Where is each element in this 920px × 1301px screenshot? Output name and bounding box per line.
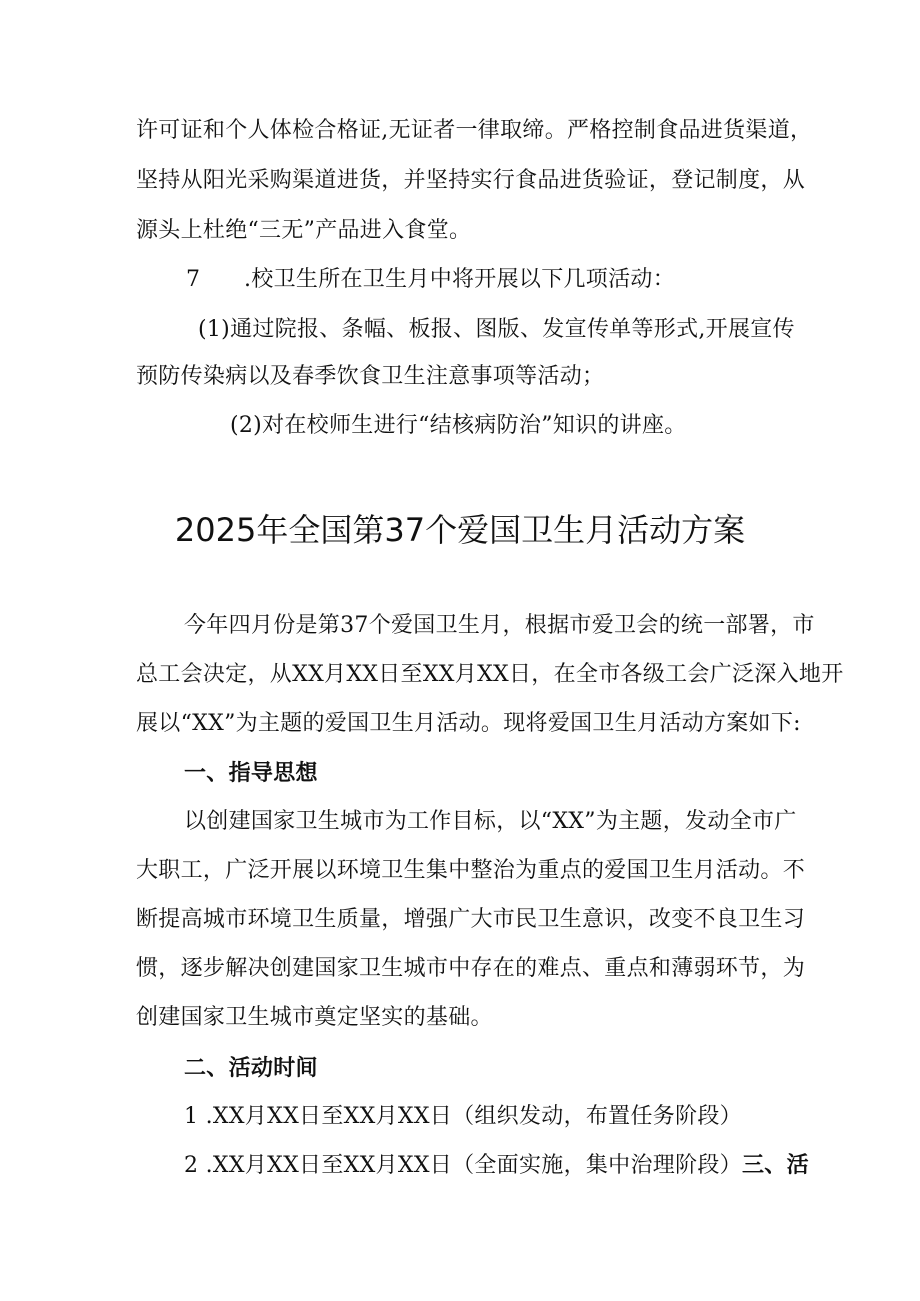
section-heading-activity: 三、活 [741, 1152, 809, 1178]
paragraph-line: 坚持从阳光采购渠道进货，并坚持实行食品进货验证，登记制度，从 [136, 168, 806, 193]
guiding-line: 断提高城市环境卫生质量，增强广大市民卫生意识，改变不良卫生习 [136, 907, 806, 932]
sub-item-2: (2)对在校师生进行“结核病防治”知识的讲座。 [230, 413, 687, 438]
sub-item-1: (1)通过院报、条幅、板报、图版、发宣传单等形式,开展宣传 [198, 317, 795, 342]
guiding-line: 大职工，广泛开展以环境卫生集中整治为重点的爱国卫生月活动。不 [136, 858, 806, 883]
intro-line: 今年四月份是第37个爱国卫生月，根据市爱卫会的统一部署，市 [184, 613, 815, 638]
intro-line: 展以“XX”为主题的爱国卫生月活动。现将爱国卫生月活动方案如下: [136, 711, 801, 736]
list-item-text: .校卫生所在卫生月中将开展以下几项活动： [244, 267, 675, 292]
list-item-number: 7 [186, 267, 201, 292]
section-heading-guiding: 一、指导思想 [184, 760, 318, 786]
paragraph-line: 源头上杜绝“三无”产品进入食堂。 [136, 218, 472, 243]
time-item [184, 1150, 809, 1181]
paragraph-line: 许可证和个人体检合格证,无证者一律取缔。严格控制食品进货渠道， [136, 118, 813, 143]
guiding-line: 以创建国家卫生城市为工作目标，以“XX”为主题，发动全市广 [184, 809, 797, 834]
time-item-text: 2 .XX月XX日至XX月XX日（全面实施，集中治理阶段） [184, 1153, 742, 1178]
document-title: 2025年全国第37个爱国卫生月活动方案 [174, 511, 746, 549]
section-heading-time: 二、活动时间 [184, 1055, 318, 1081]
list-item-7 [186, 265, 675, 295]
guiding-line: 创建国家卫生城市奠定坚实的基础。 [136, 1005, 493, 1030]
sub-item-1-cont: 预防传染病以及春季饮食卫生注意事项等活动； [136, 364, 605, 389]
time-item: 1 .XX月XX日至XX月XX日（组织发动，布置任务阶段） [184, 1104, 742, 1129]
guiding-line: 惯，逐步解决创建国家卫生城市中存在的难点、重点和薄弱环节，为 [136, 956, 806, 981]
intro-line: 总工会决定，从XX月XX日至XX月XX日，在全市各级工会广泛深入地开 [136, 662, 844, 687]
